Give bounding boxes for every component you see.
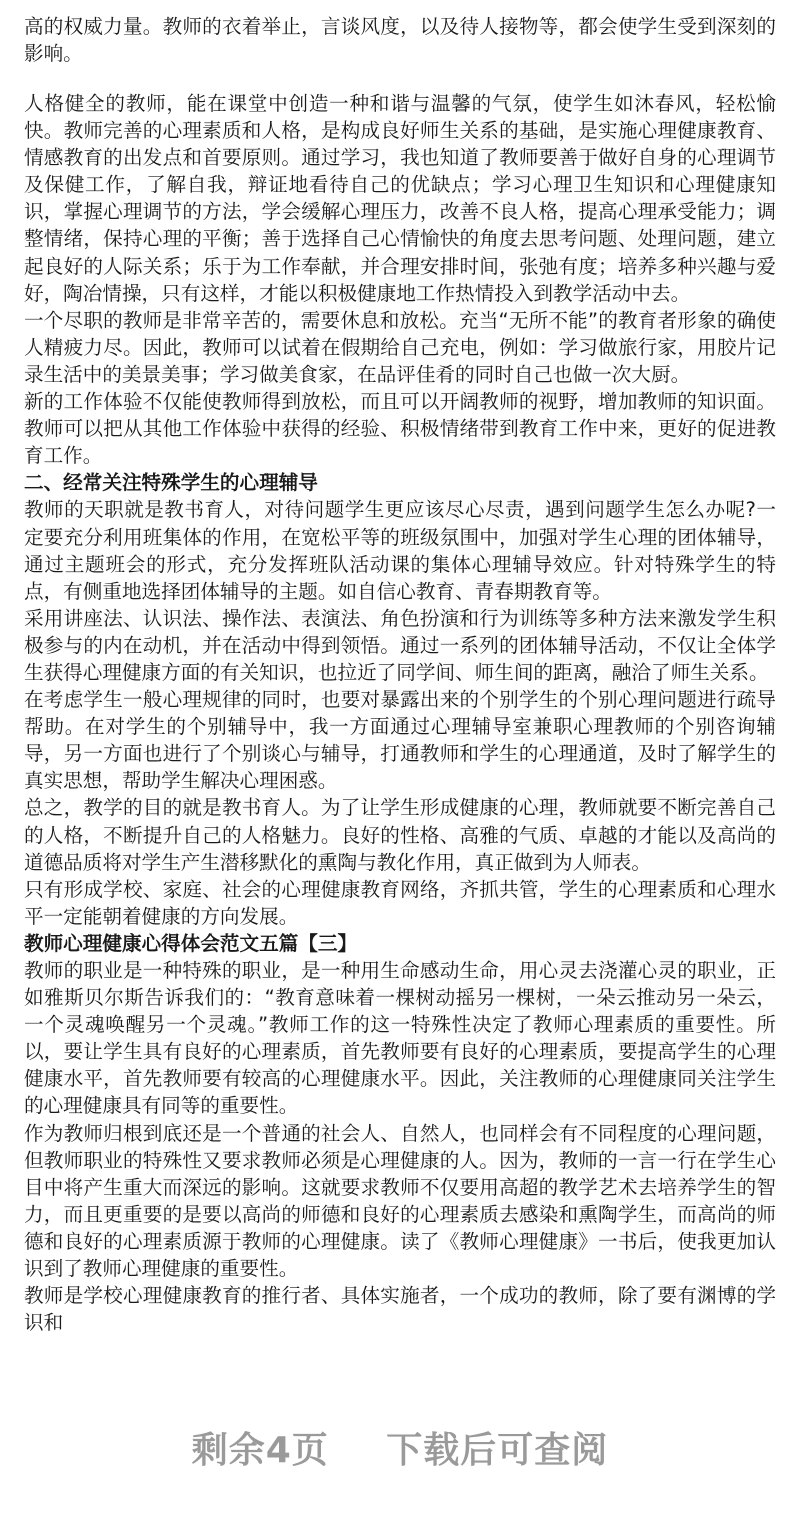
paywall-banner[interactable]	[0, 1422, 800, 1473]
previous-page-fragment	[24, 0, 776, 67]
paragraph: 新的工作体验不仅能使教师得到放松，而且可以开阔教师的视野，增加教师的知识面。教师可以把从其他工作体验中获得的经验、积极情绪带到教育工作中来，更好的促进教育工作。	[24, 390, 776, 468]
download-to-view-link[interactable]: 下载后可查阅	[386, 1430, 609, 1471]
remaining-pages-label: 剩余4页	[191, 1430, 329, 1471]
paragraph: 总之，教学的目的就是教书育人。为了让学生形成健康的心理，教师就要不断完善自己的人格，不断提升自己的人格魅力。良好的性格、高雅的气质、卓越的才能以及高尚的道德品质将对学生产生潜移默化的熏陶与教化作用，真正做到为人师表。	[24, 796, 776, 874]
cut-line	[24, 0, 776, 13]
section-heading: 教师心理健康心得体会范文五篇【三】	[24, 931, 358, 955]
paragraph: 教师是学校心理健康教育的推行者、具体实施者，一个成功的教师，除了要有渊博的学识和	[24, 1284, 776, 1335]
paragraph: 教师的职业是一种特殊的职业，是一种用生命感动生命，用心灵去浇灌心灵的职业，正如雅斯贝尔斯告诉我们的：“教育意味着一棵树动摇另一棵树，一朵云推动另一朵云，一个灵魂唤醒另一个灵魂。”教师工作的这一特殊性决定了教师心理素质的重要性。所以，要让学生具有良好的心理素质，首先教师要有良好的心理素质，要提高学生的心理健康水平，首先教师要有较高的心理健康水平。因此，关注教师的心理健康同关注学生的心理健康具有同等的重要性。	[24, 959, 776, 1118]
paragraph: 教师的天职就是教书育人，对待问题学生更应该尽心尽责，遇到问题学生怎么办呢?一定要充分利用班集体的作用，在宽松平等的班级氛围中，加强对学生心理的团体辅导，通过主题班会的形式，充分发挥班队活动课的集体心理辅导效应。针对特殊学生的特点，有侧重地选择团体辅导的主题。如自信心教育、青春期教育等。	[24, 498, 776, 603]
paragraph: 作为教师归根到底还是一个普通的社会人、自然人，也同样会有不同程度的心理问题，但教师职业的特殊性又要求教师必须是心理健康的人。因为，教师的一言一行在学生心目中将产生重大而深远的影响。这就要求教师不仅要用高超的教学艺术去培养学生的智力，而且更重要的是要以高尚的师德和良好的心理素质去感染和熏陶学生，而高尚的师德和良好的心理素质源于教师的心理健康。读了《教师心理健康》一书后，使我更加认识到了教师心理健康的重要性。	[24, 1121, 776, 1281]
paragraph: 采用讲座法、认识法、操作法、表演法、角色扮演和行为训练等多种方法来激发学生积极参与的内在动机，并在活动中得到领悟。通过一系列的团体辅导活动，不仅让全体学生获得心理健康方面的有关知识，也拉近了同学间、师生间的距离，融洽了师生关系。	[24, 606, 776, 684]
paragraph: 一个尽职的教师是非常辛苦的，需要休息和放松。充当“无所不能”的教育者形象的确使人精疲力尽。因此，教师可以试着在假期给自己充电，例如：学习做旅行家，用胶片记录生活中的美景美事；学习做美食家，在品评佳肴的同时自己也做一次大厨。	[24, 308, 776, 386]
paragraph: 只有形成学校、家庭、社会的心理健康教育网络，齐抓共管，学生的心理素质和心理水平一定能朝着健康的方向发展。	[24, 877, 776, 928]
document-body	[24, 90, 776, 1336]
paragraph: 高的权威力量。教师的衣着举止，言谈风度，以及待人接物等，都会使学生受到深刻的影响。	[24, 15, 776, 66]
section-heading: 二、经常关注特殊学生的心理辅导	[24, 471, 318, 495]
paragraph: 人格健全的教师，能在课堂中创造一种和谐与温馨的气氛，使学生如沐春风，轻松愉快。教师完善的心理素质和人格，是构成良好师生关系的基础，是实施心理健康教育、情感教育的出发点和首要原则。通过学习，我也知道了教师要善于做好自身的心理调节及保健工作，了解自我，辩证地看待自己的优缺点；学习心理卫生知识和心理健康知识，掌握心理调节的方法，学会缓解心理压力，改善不良人格，提高心理承受能力；调整情绪，保持心理的平衡；善于选择自己心情愉快的角度去思考问题、处理问题，建立起良好的人际关系；乐于为工作奉献，并合理安排时间，张弛有度；培养多种兴趣与爱好，陶冶情操，只有这样，才能以积极健康地工作热情投入到教学活动中去。	[24, 92, 776, 305]
paragraph: 在考虑学生一般心理规律的同时，也要对暴露出来的个别学生的个别心理问题进行疏导帮助。在对学生的个别辅导中，我一方面通过心理辅导室兼职心理教师的个别咨询辅导，另一方面也进行了个别谈心与辅导，打通教师和学生的心理通道，及时了解学生的真实思想，帮助学生解决心理困惑。	[24, 688, 776, 793]
